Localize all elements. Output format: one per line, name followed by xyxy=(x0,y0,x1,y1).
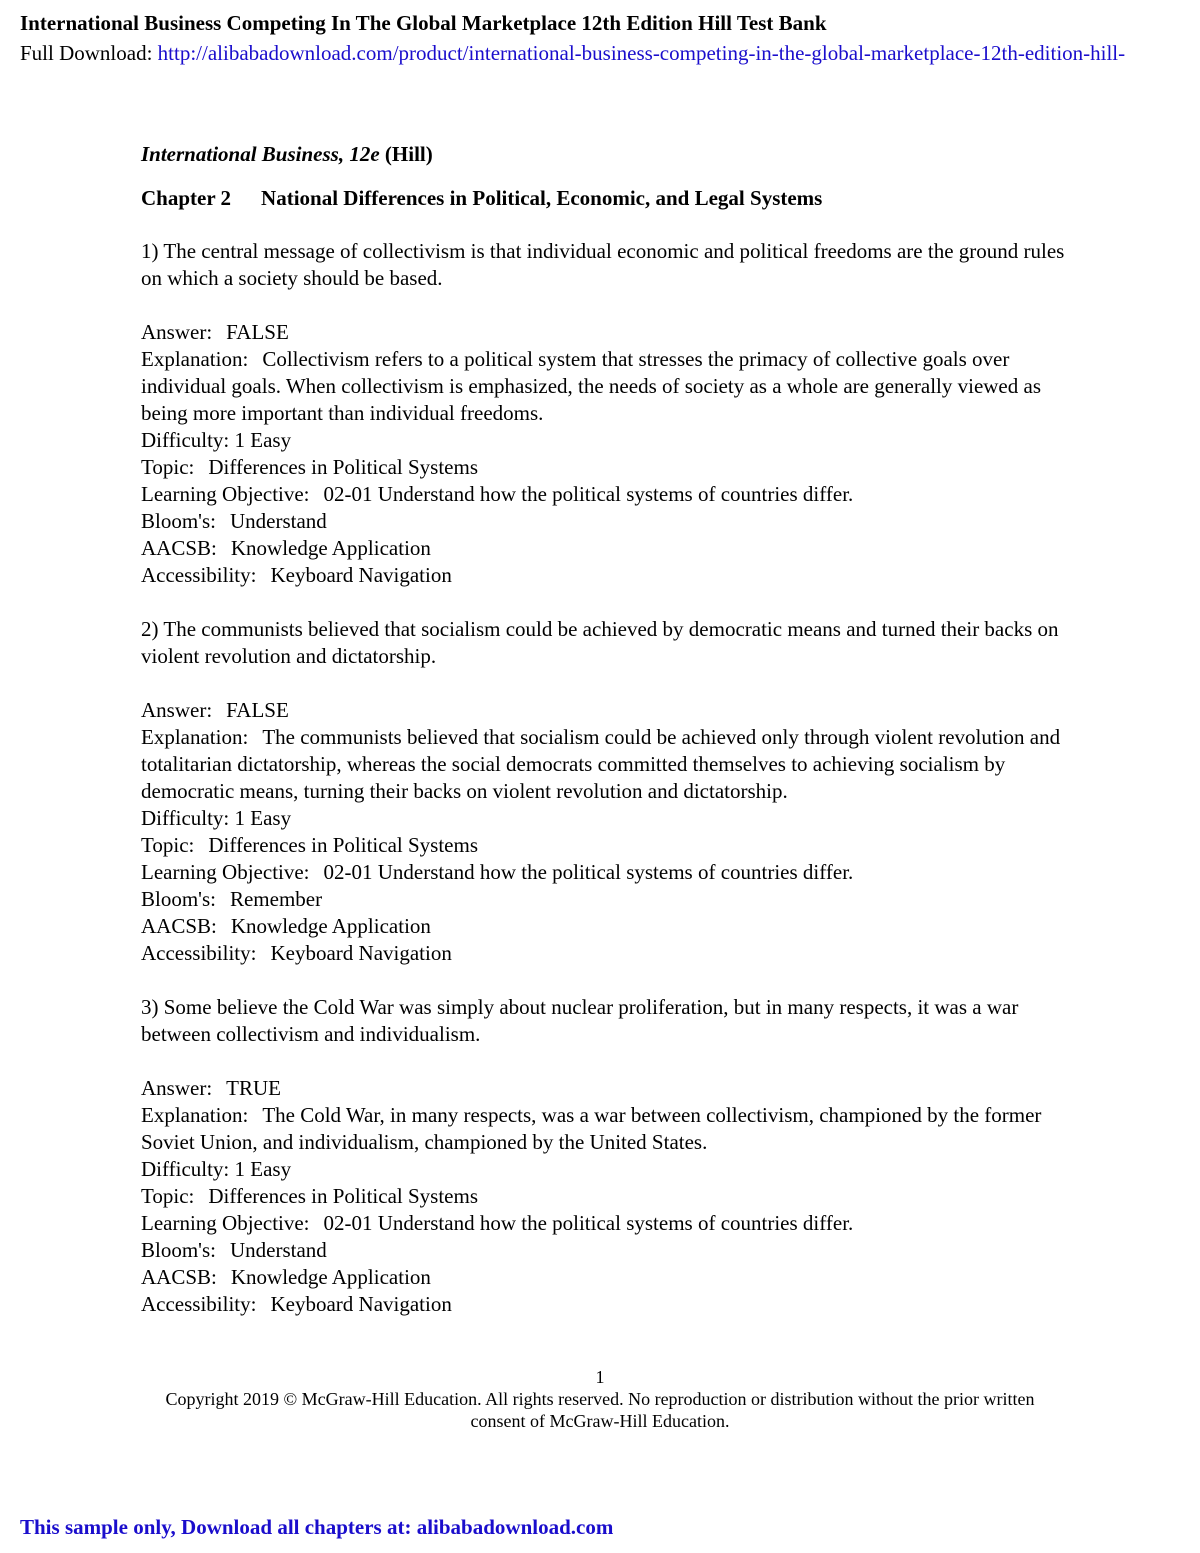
objective-label: Learning Objective: xyxy=(141,860,310,884)
question-text: 1) The central message of collectivism is that individual economic and political freedoms are the ground rules on which a society should be based. xyxy=(141,239,1065,290)
aacsb-label: AACSB: xyxy=(141,1265,217,1289)
objective-line xyxy=(141,859,1071,886)
topic-line xyxy=(141,1183,1071,1210)
topic-label: Topic: xyxy=(141,833,195,857)
answer-value: FALSE xyxy=(226,320,289,344)
blooms-line xyxy=(141,508,1071,535)
book-author: (Hill) xyxy=(379,142,433,166)
accessibility-label: Accessibility: xyxy=(141,563,257,587)
objective-value: 02-01 Understand how the political systems of countries differ. xyxy=(323,860,854,884)
accessibility-line xyxy=(141,940,1071,967)
difficulty-line: Difficulty: 1 Easy xyxy=(141,428,292,452)
page-footer xyxy=(0,1366,1200,1432)
blooms-value: Understand xyxy=(229,509,327,533)
question-2 xyxy=(141,616,1071,967)
download-link[interactable]: http://alibabadownload.com/product/international-business-competing-in-the-global-marketplace-12th-edition-hill- xyxy=(157,41,1126,65)
answer-label: Answer: xyxy=(141,320,213,344)
answer-line xyxy=(141,319,1071,346)
accessibility-value: Keyboard Navigation xyxy=(270,1292,452,1316)
answer-value: FALSE xyxy=(226,698,289,722)
blooms-value: Remember xyxy=(229,887,323,911)
page-content xyxy=(141,138,1071,1345)
accessibility-label: Accessibility: xyxy=(141,941,257,965)
aacsb-line xyxy=(141,535,1071,562)
question-3 xyxy=(141,994,1071,1318)
topic-value: Differences in Political Systems xyxy=(208,455,479,479)
answer-label: Answer: xyxy=(141,698,213,722)
explanation-label: Explanation: xyxy=(141,725,249,749)
aacsb-value: Knowledge Application xyxy=(230,1265,431,1289)
explanation-label: Explanation: xyxy=(141,1103,249,1127)
objective-line xyxy=(141,1210,1071,1237)
book-title-line xyxy=(141,138,1071,170)
topic-line xyxy=(141,832,1071,859)
header-title: International Business Competing In The Global Marketplace 12th Edition Hill Test Bank xyxy=(20,11,827,35)
chapter-title: National Differences in Political, Economic, and Legal Systems xyxy=(261,186,823,210)
answer-value: TRUE xyxy=(226,1076,281,1100)
objective-label: Learning Objective: xyxy=(141,482,310,506)
page-number: 1 xyxy=(595,1367,605,1387)
topic-label: Topic: xyxy=(141,455,195,479)
topic-line xyxy=(141,454,1071,481)
download-line xyxy=(20,38,1200,68)
question-1 xyxy=(141,238,1071,589)
blooms-line xyxy=(141,886,1071,913)
answer-line xyxy=(141,1075,1071,1102)
copyright-notice: Copyright 2019 © McGraw-Hill Education. All rights reserved. No reproduction or distribution without the prior written consent of McGraw-Hill Education. xyxy=(165,1389,1035,1431)
difficulty-line: Difficulty: 1 Easy xyxy=(141,806,292,830)
blooms-label: Bloom's: xyxy=(141,887,216,911)
aacsb-value: Knowledge Application xyxy=(230,914,431,938)
aacsb-label: AACSB: xyxy=(141,914,217,938)
topic-value: Differences in Political Systems xyxy=(208,1184,479,1208)
explanation-line xyxy=(141,724,1071,805)
difficulty-line: Difficulty: 1 Easy xyxy=(141,1157,292,1181)
accessibility-line xyxy=(141,562,1071,589)
answer-label: Answer: xyxy=(141,1076,213,1100)
blooms-value: Understand xyxy=(229,1238,327,1262)
document-header xyxy=(20,8,1200,68)
blooms-label: Bloom's: xyxy=(141,509,216,533)
aacsb-line xyxy=(141,913,1071,940)
answer-line xyxy=(141,697,1071,724)
explanation-text: The Cold War, in many respects, was a war between collectivism, championed by the former Soviet Union, and individualism, championed by the United States. xyxy=(141,1103,1042,1154)
objective-value: 02-01 Understand how the political systems of countries differ. xyxy=(323,482,854,506)
explanation-line xyxy=(141,346,1071,427)
objective-line xyxy=(141,481,1071,508)
topic-label: Topic: xyxy=(141,1184,195,1208)
aacsb-value: Knowledge Application xyxy=(230,536,431,560)
accessibility-line xyxy=(141,1291,1071,1318)
explanation-text: Collectivism refers to a political system that stresses the primacy of collective goals over individual goals. When collectivism is emphasized, the needs of society as a whole are generally viewed as being more important than individual freedoms. xyxy=(141,347,1041,425)
question-text: 3) Some believe the Cold War was simply about nuclear proliferation, but in many respects, it was a war between collectivism and individualism. xyxy=(141,995,1019,1046)
question-text: 2) The communists believed that socialism could be achieved by democratic means and turned their backs on violent revolution and dictatorship. xyxy=(141,617,1059,668)
objective-value: 02-01 Understand how the political systems of countries differ. xyxy=(323,1211,854,1235)
blooms-label: Bloom's: xyxy=(141,1238,216,1262)
aacsb-label: AACSB: xyxy=(141,536,217,560)
explanation-line xyxy=(141,1102,1071,1156)
explanation-label: Explanation: xyxy=(141,347,249,371)
chapter-number: Chapter 2 xyxy=(141,186,232,210)
accessibility-value: Keyboard Navigation xyxy=(270,941,452,965)
download-all-chapters-link[interactable]: This sample only, Download all chapters at: alibabadownload.com xyxy=(20,1515,614,1539)
accessibility-value: Keyboard Navigation xyxy=(270,563,452,587)
download-label: Full Download: xyxy=(20,41,158,65)
accessibility-label: Accessibility: xyxy=(141,1292,257,1316)
blooms-line xyxy=(141,1237,1071,1264)
objective-label: Learning Objective: xyxy=(141,1211,310,1235)
chapter-heading xyxy=(141,182,1071,214)
explanation-text: The communists believed that socialism could be achieved only through violent revolution and totalitarian dictatorship, whereas the social democrats committed themselves to achieving socialism by democratic means, turning their backs on violent revolution and dictatorship. xyxy=(141,725,1061,803)
aacsb-line xyxy=(141,1264,1071,1291)
topic-value: Differences in Political Systems xyxy=(208,833,479,857)
book-title: International Business, 12e xyxy=(141,142,380,166)
